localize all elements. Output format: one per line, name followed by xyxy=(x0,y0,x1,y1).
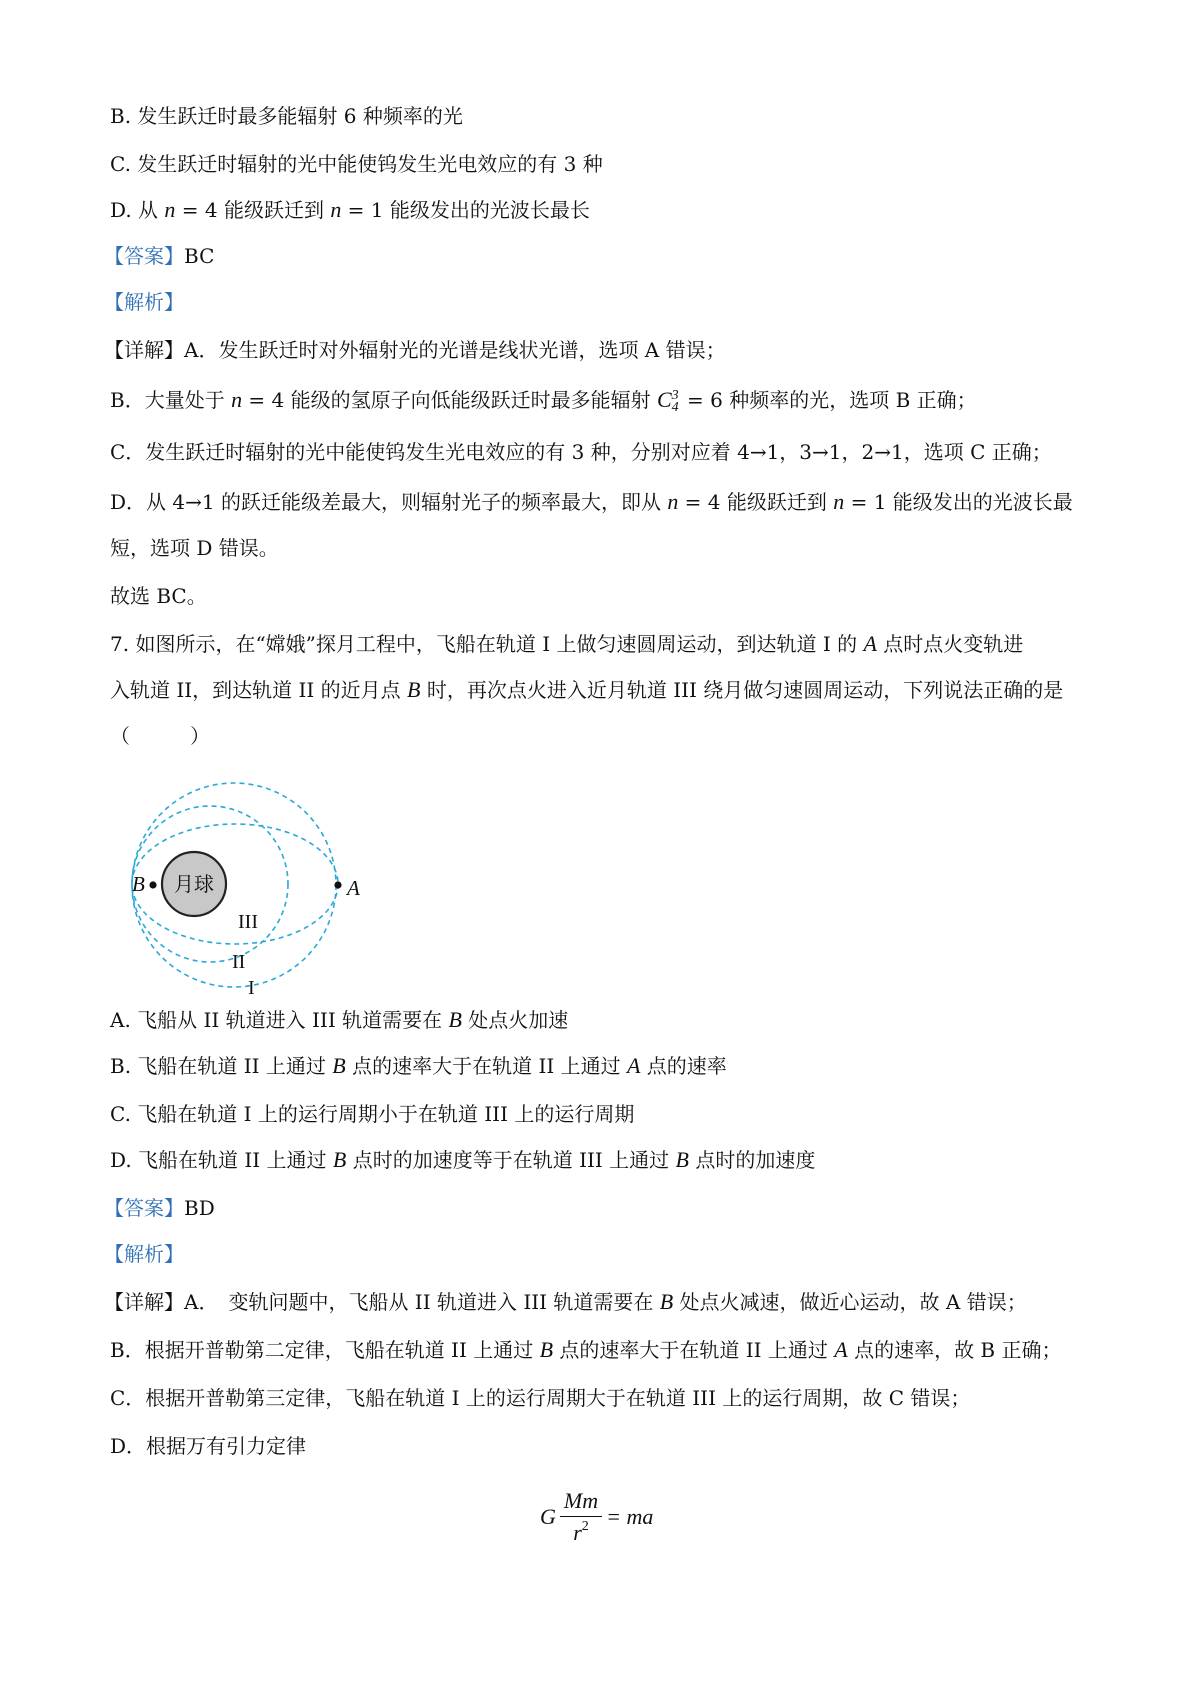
point-a-label: A xyxy=(347,876,360,900)
q6-option-b: B. 发生跃迁时最多能辐射 6 种频率的光 xyxy=(110,104,463,128)
q7-option-c: C. 飞船在轨道 I 上的运行周期小于在轨道 III 上的运行周期 xyxy=(110,1102,635,1126)
formula-fraction xyxy=(560,1488,602,1546)
text: 处点火减速，做近心运动，故 A 错误； xyxy=(673,1290,1027,1314)
point-a-ref: A xyxy=(863,631,877,656)
text: 点的速率大于在轨道 II 上通过 xyxy=(345,1054,627,1078)
text: 点时的加速度等于在轨道 III 上通过 xyxy=(346,1148,676,1172)
text: 点的速率大于在轨道 II 上通过 xyxy=(553,1338,835,1362)
answer-label: 【答案】 xyxy=(104,1196,184,1220)
point-b-ref: B xyxy=(659,1289,674,1314)
formula-r: r xyxy=(573,1520,582,1545)
text: D．从 4→1 的跃迁能级差最大，则辐射光子的频率最大，即从 xyxy=(110,490,668,514)
formula-numerator: Mm xyxy=(560,1488,602,1517)
variable-n: n xyxy=(164,197,176,222)
q7-detail-c: C．根据开普勒第三定律，飞船在轨道 I 上的运行周期大于在轨道 III 上的运行周期，故 C 错误； xyxy=(110,1386,971,1410)
q7-answer xyxy=(104,1194,215,1222)
q7-stem-line3: （ ） xyxy=(110,724,210,748)
formula-rhs: = ma xyxy=(606,1504,654,1529)
point-b-ref: B xyxy=(675,1147,689,1172)
point-b-ref: B xyxy=(407,677,421,702)
moon-label: 月球 xyxy=(174,872,214,896)
text: 点时点火变轨进 xyxy=(876,632,1024,656)
point-b-ref: B xyxy=(539,1337,554,1362)
point-a-ref: A xyxy=(626,1053,641,1078)
q6-detail-d-line2: 短，选项 D 错误。 xyxy=(110,536,279,560)
text: = 1 能级发出的光波长最 xyxy=(844,490,1073,514)
q7-stem-line1 xyxy=(110,630,1023,658)
point-b-ref: B xyxy=(332,1147,347,1172)
q6-option-d-text: = 4 能级跃迁到 xyxy=(175,198,331,222)
text: = 6 种频率的光，选项 B 正确； xyxy=(680,388,977,412)
point-b-ref: B xyxy=(332,1053,346,1078)
q7-option-d xyxy=(110,1146,815,1174)
orbit-3-label: III xyxy=(238,911,258,933)
text: = 4 能级的氢原子向低能级跃迁时最多能辐射 xyxy=(242,388,657,412)
q7-option-a xyxy=(110,1006,568,1034)
q7-analysis-label: 【解析】 xyxy=(104,1242,184,1266)
q6-detail-a: 【详解】A．发生跃迁时对外辐射光的光谱是线状光谱，选项 A 错误； xyxy=(104,338,726,362)
text: 点时的加速度 xyxy=(688,1148,816,1172)
text: B．根据开普勒第二定律，飞船在轨道 II 上通过 xyxy=(110,1338,540,1362)
q6-analysis-label: 【解析】 xyxy=(104,290,184,314)
text: 时，再次点火进入近月轨道 III 绕月做匀速圆周运动，下列说法正确的是 xyxy=(420,678,1064,702)
variable-n: n xyxy=(330,197,342,222)
text: 处点火加速 xyxy=(461,1008,569,1032)
text: B．大量处于 xyxy=(110,388,232,412)
q6-conclusion: 故选 BC。 xyxy=(110,584,207,608)
point-b-ref: B xyxy=(448,1007,462,1032)
point-a-ref: A xyxy=(834,1337,848,1362)
text: 点的速率，故 B 正确； xyxy=(847,1338,1062,1362)
text: D. 飞船在轨道 II 上通过 xyxy=(110,1148,333,1172)
combination-subscript: 4 xyxy=(671,399,679,415)
q6-answer xyxy=(104,242,214,270)
text: 点的速率 xyxy=(640,1054,727,1078)
q6-option-d-text: D. 从 xyxy=(110,198,159,222)
q7-stem-line2 xyxy=(110,676,1063,704)
point-b-label: B xyxy=(132,872,145,896)
orbit-1-label: I xyxy=(248,977,255,998)
formula-g: G xyxy=(540,1504,556,1529)
variable-n: n xyxy=(833,489,845,514)
q6-detail-d xyxy=(110,488,1073,516)
combination-superscript: 3 xyxy=(671,387,679,403)
combination-symbol: C xyxy=(656,387,672,412)
orbit-2-label: II xyxy=(232,951,246,973)
q6-detail-c: C．发生跃迁时辐射的光中能使钨发生光电效应的有 3 种，分别对应着 4→1，3→1，2→1，选项 C 正确； xyxy=(110,440,1052,464)
q6-option-d-text: = 1 能级发出的光波长最长 xyxy=(341,198,590,222)
variable-n: n xyxy=(231,387,243,412)
formula-denominator xyxy=(560,1517,602,1546)
text: 7. 如图所示，在“嫦娥”探月工程中，飞船在轨道 I 上做匀速圆周运动，到达轨道 I 的 xyxy=(110,632,864,656)
orbit-diagram xyxy=(108,778,368,998)
point-b-dot xyxy=(149,881,156,888)
gravitation-formula xyxy=(540,1488,653,1546)
q6-option-d xyxy=(110,196,590,224)
q7-detail-a xyxy=(104,1288,1027,1316)
answer-label: 【答案】 xyxy=(104,244,184,268)
text: = 4 能级跃迁到 xyxy=(678,490,834,514)
q7-option-b xyxy=(110,1052,727,1080)
q6-option-c: C. 发生跃迁时辐射的光中能使钨发生光电效应的有 3 种 xyxy=(110,152,603,176)
variable-n: n xyxy=(667,489,679,514)
q6-detail-b xyxy=(110,386,977,414)
answer-value: BC xyxy=(184,244,215,268)
q7-detail-d: D．根据万有引力定律 xyxy=(110,1434,307,1458)
text: 【详解】A． 变轨问题中，飞船从 II 轨道进入 III 轨道需要在 xyxy=(104,1290,660,1314)
point-a-dot xyxy=(334,881,341,888)
text: 入轨道 II，到达轨道 II 的近月点 xyxy=(110,678,408,702)
text: B. 飞船在轨道 II 上通过 xyxy=(110,1054,333,1078)
text: A. 飞船从 II 轨道进入 III 轨道需要在 xyxy=(110,1008,449,1032)
q7-detail-b xyxy=(110,1336,1062,1364)
formula-exponent: 2 xyxy=(581,1519,589,1534)
answer-value: BD xyxy=(184,1196,215,1220)
